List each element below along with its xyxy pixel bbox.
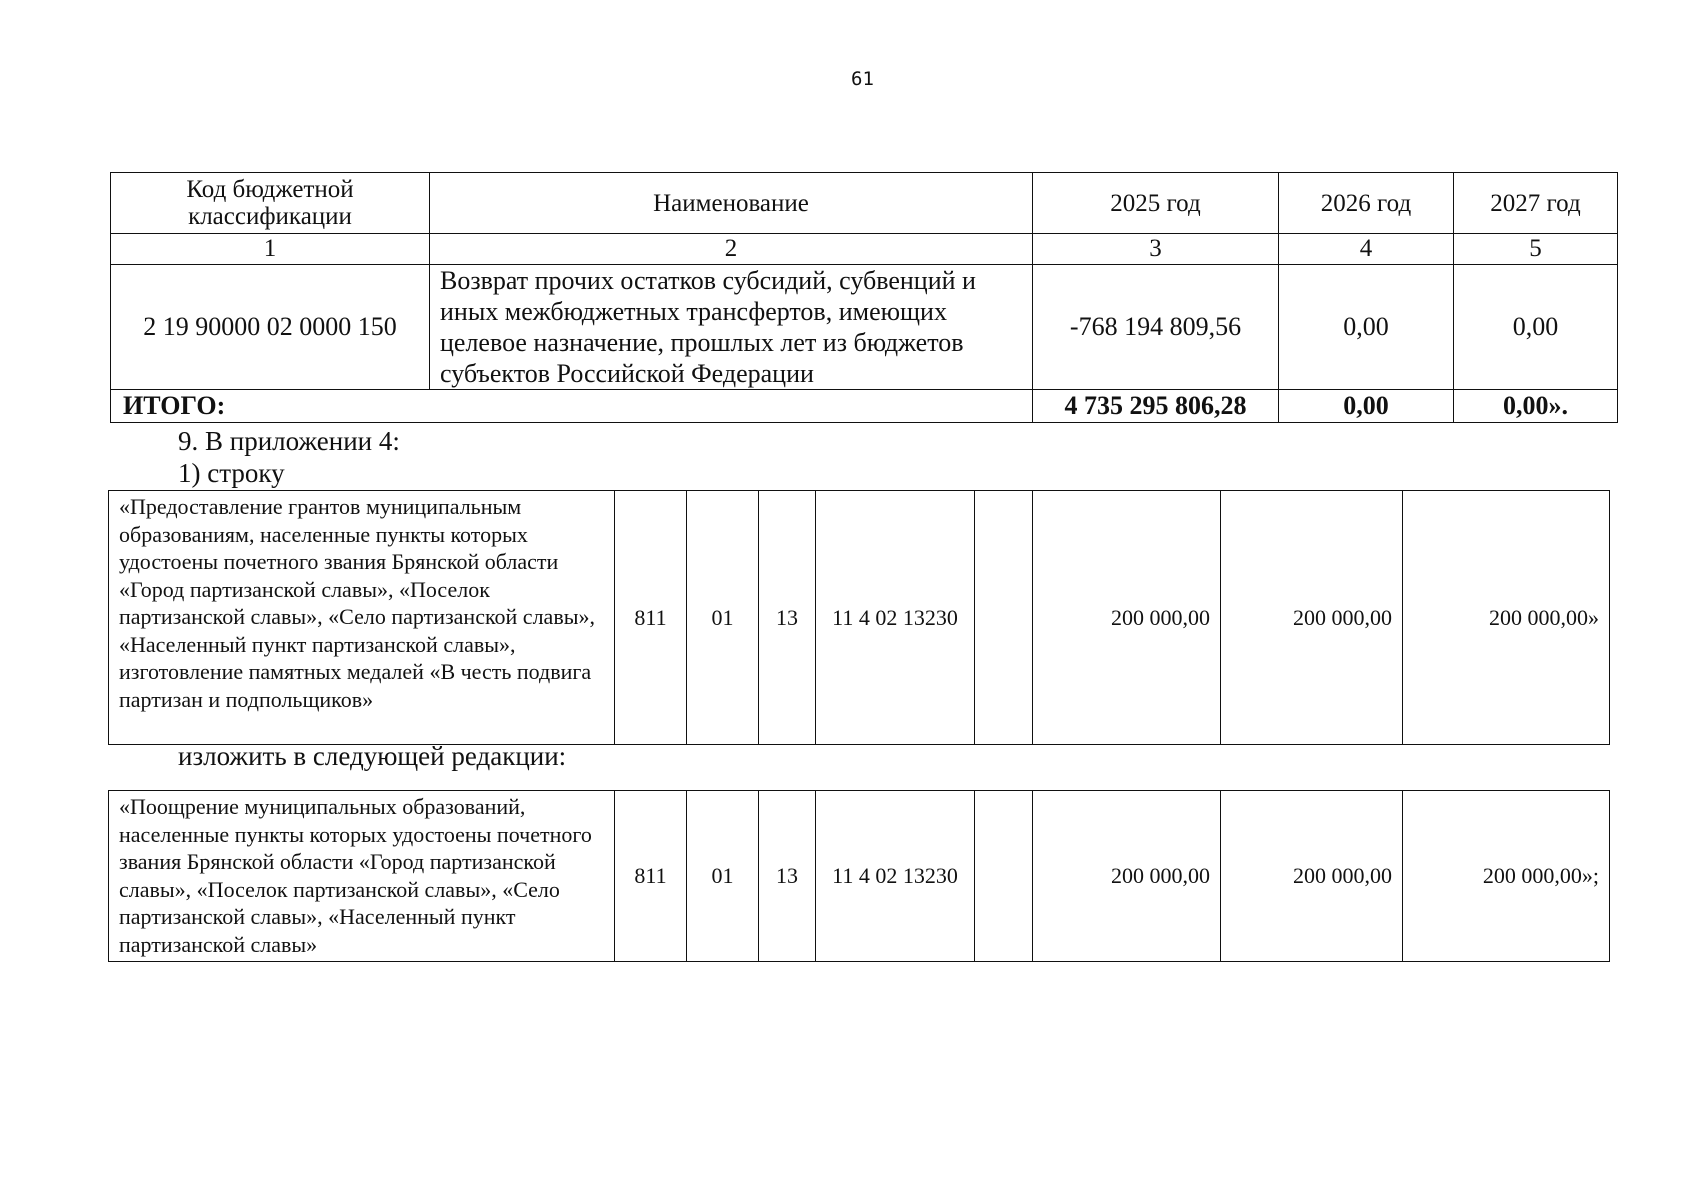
new-description: «Поощрение муниципальных образований, населенные пункты которых удостоены почетного звания Брянской области «Город партизанской славы», «Поселок партизанской славы», «Село партизанской славы», «Населенный пункт партизанской славы»: [109, 791, 615, 962]
header-2025: 2025 год: [1033, 173, 1279, 234]
column-number: 2: [430, 234, 1033, 265]
old-empty-cell: [975, 491, 1033, 745]
budget-name: Возврат прочих остатков субсидий, субвенций и иных межбюджетных трансфертов, имеющих целевое назначение, прошлых лет из бюджетов субъектов Российской Федерации: [430, 265, 1033, 390]
column-number: 5: [1454, 234, 1618, 265]
table-row: [109, 491, 1610, 745]
page-number: 61: [851, 68, 874, 90]
new-2025-value: 200 000,00: [1033, 791, 1221, 962]
old-col-811: 811: [615, 491, 687, 745]
total-2026: 0,00: [1279, 390, 1454, 423]
total-2025: 4 735 295 806,28: [1033, 390, 1279, 423]
budget-2025-value: -768 194 809,56: [1033, 265, 1279, 390]
header-code: Код бюджетной классификации: [111, 173, 430, 234]
old-2026-value: 200 000,00: [1221, 491, 1403, 745]
new-2027-value: 200 000,00»;: [1403, 791, 1610, 962]
header-2026: 2026 год: [1279, 173, 1454, 234]
old-2025-value: 200 000,00: [1033, 491, 1221, 745]
old-2027-value: 200 000,00»: [1403, 491, 1610, 745]
old-col-13: 13: [759, 491, 816, 745]
budget-data-row: [111, 265, 1618, 390]
old-row-table: [108, 490, 1610, 745]
item-paragraph: 1) строку: [178, 458, 285, 488]
header-2027: 2027 год: [1454, 173, 1618, 234]
table-row: [109, 791, 1610, 962]
total-label: ИТОГО:: [111, 390, 1033, 423]
restate-paragraph: изложить в следующей редакции:: [178, 741, 567, 771]
column-number: 3: [1033, 234, 1279, 265]
column-number: 4: [1279, 234, 1454, 265]
column-number-row: [111, 234, 1618, 265]
new-target-code: 11 4 02 13230: [816, 791, 975, 962]
total-row: [111, 390, 1618, 423]
budget-header-row: [111, 173, 1618, 234]
budget-2027-value: 0,00: [1454, 265, 1618, 390]
budget-2026-value: 0,00: [1279, 265, 1454, 390]
total-2027: 0,00».: [1454, 390, 1618, 423]
appendix-paragraph: 9. В приложении 4:: [178, 426, 400, 456]
old-col-01: 01: [687, 491, 759, 745]
budget-table: [110, 172, 1618, 423]
new-2026-value: 200 000,00: [1221, 791, 1403, 962]
new-col-811: 811: [615, 791, 687, 962]
budget-code: 2 19 90000 02 0000 150: [111, 265, 430, 390]
new-col-01: 01: [687, 791, 759, 962]
old-target-code: 11 4 02 13230: [816, 491, 975, 745]
column-number: 1: [111, 234, 430, 265]
new-col-13: 13: [759, 791, 816, 962]
new-empty-cell: [975, 791, 1033, 962]
header-name: Наименование: [430, 173, 1033, 234]
old-description: «Предоставление грантов муниципальным образованиям, населенные пункты которых удостоены почетного звания Брянской области «Город партизанской славы», «Поселок партизанской славы», «Село партизанской славы», «Населенный пункт партизанской славы», изготовление памятных медалей «В честь подвига партизан и подпольщиков»: [109, 491, 615, 745]
new-row-table: [108, 790, 1610, 962]
